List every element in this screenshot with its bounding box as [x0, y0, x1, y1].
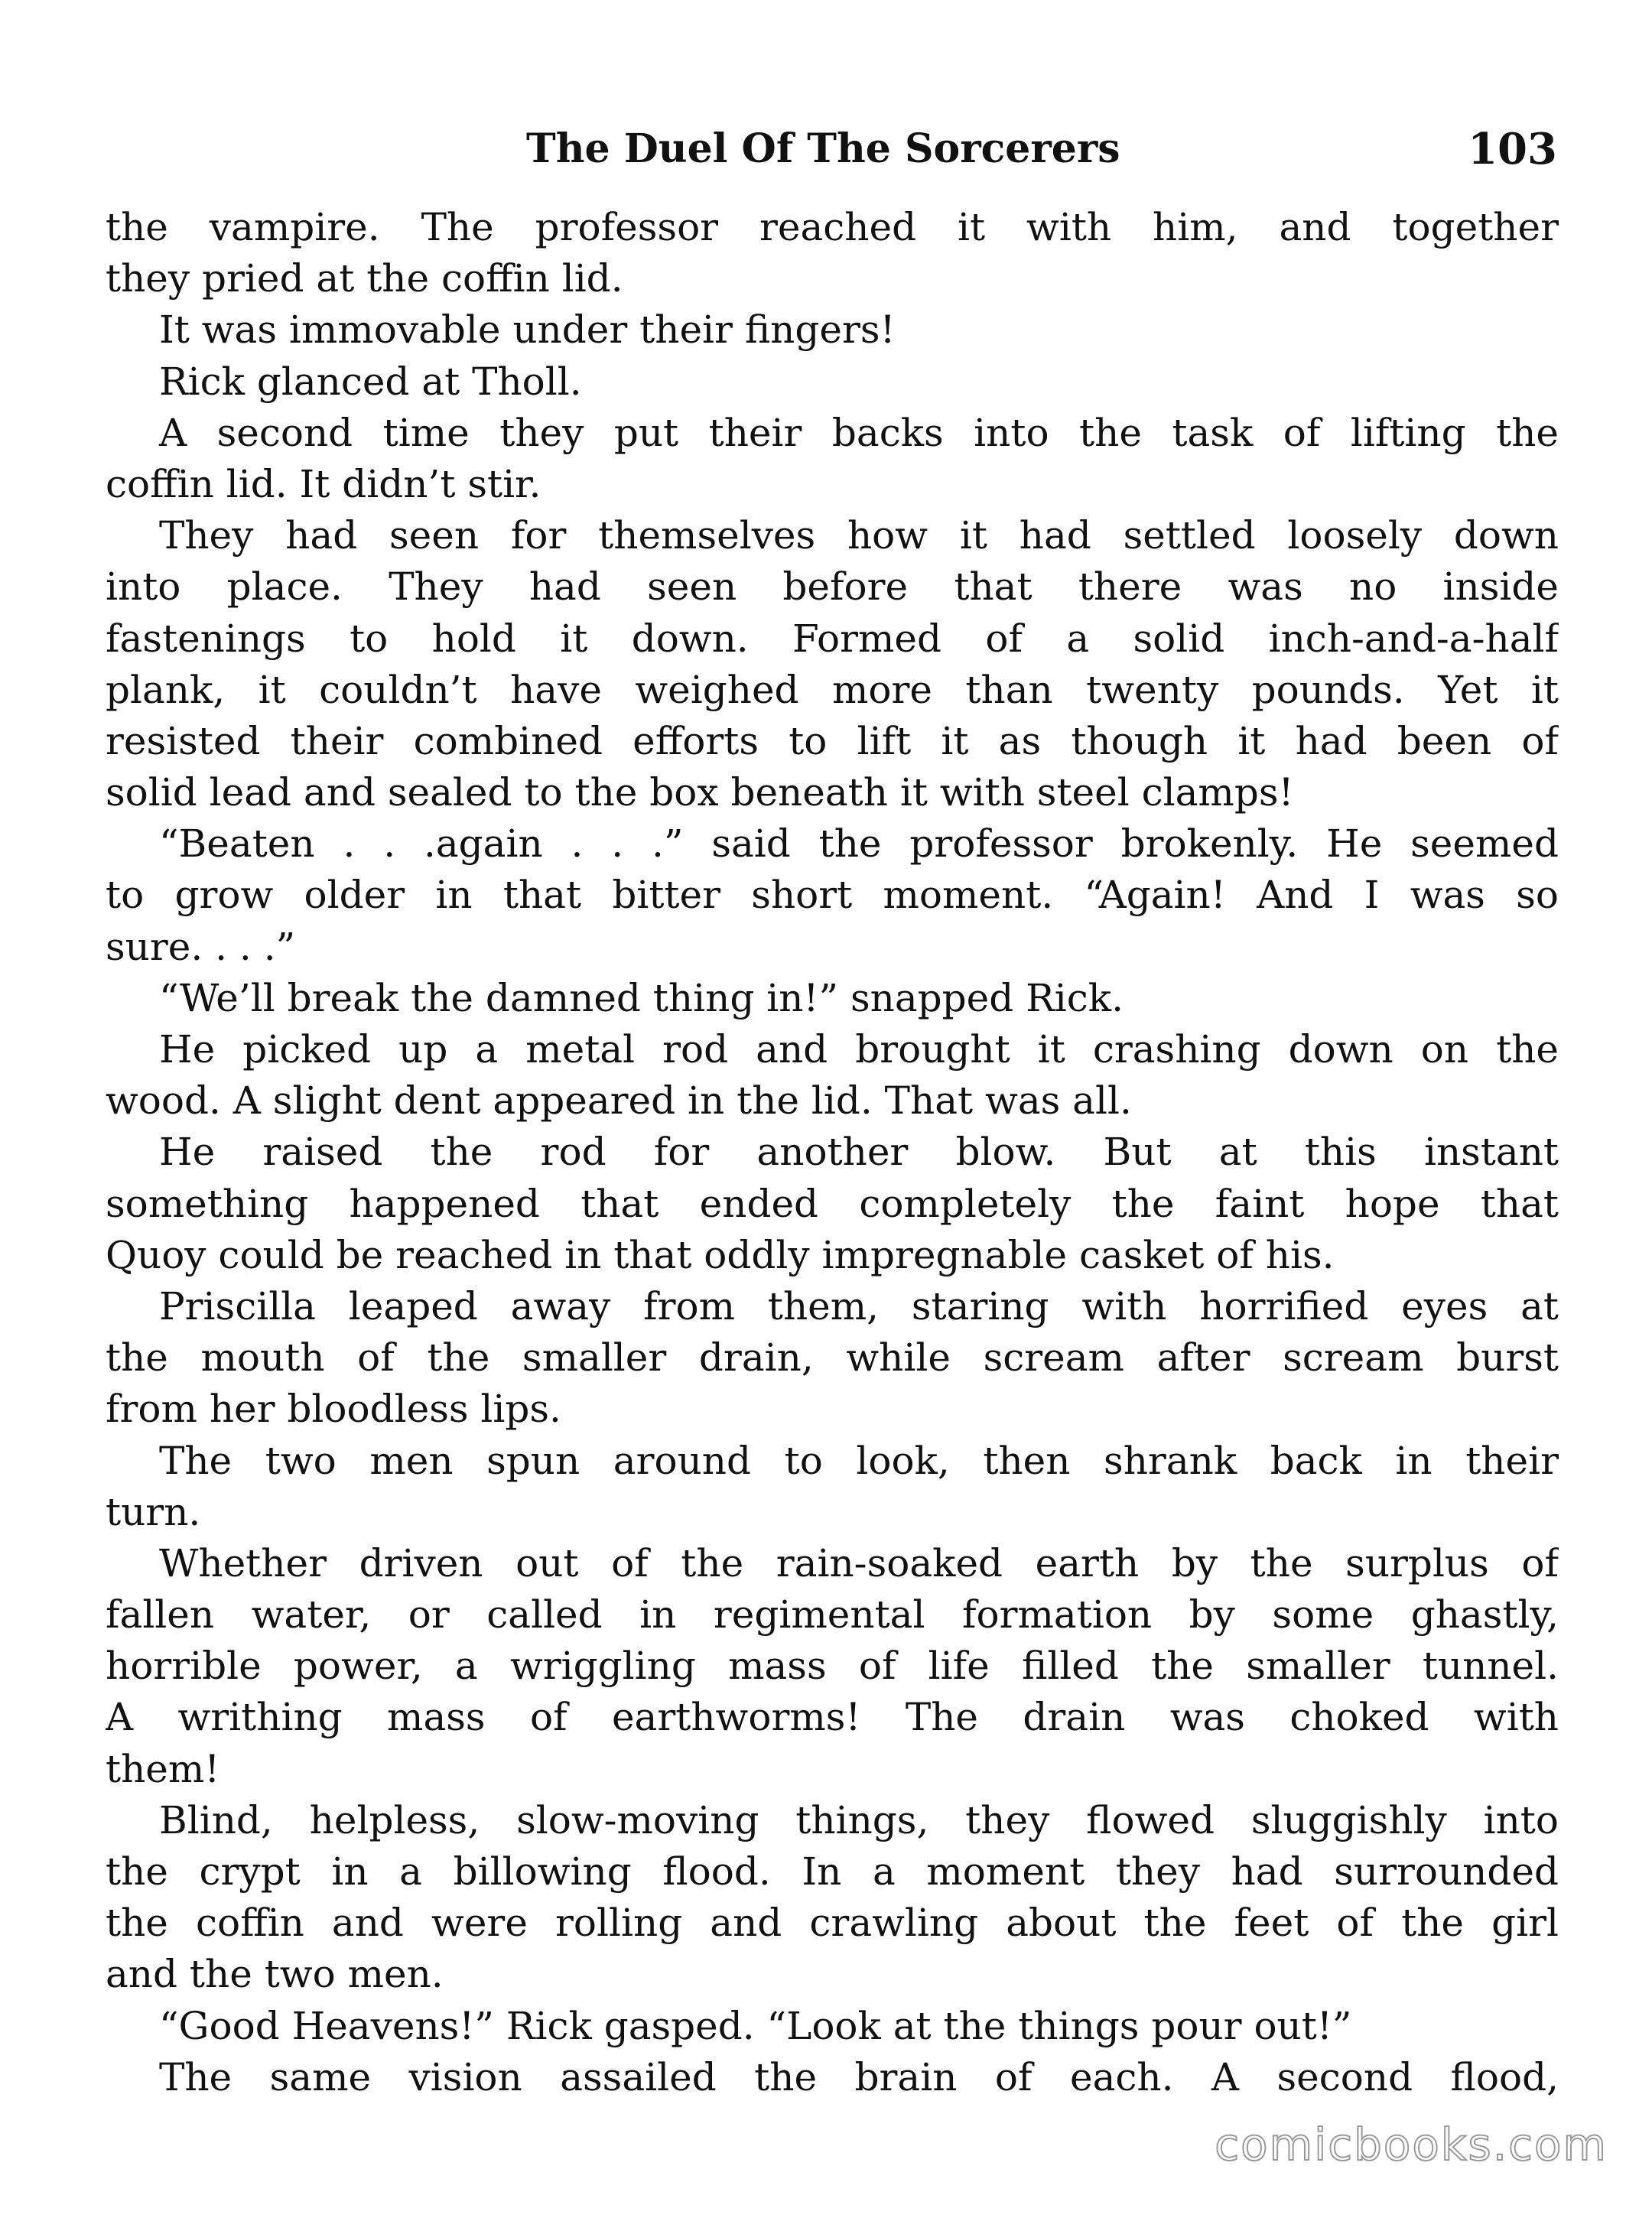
text-line: plank, it couldn’t have weighed more than twenty pounds. Yet it [106, 667, 1559, 712]
text-line: the vampire. The professor reached it with him, and together [106, 205, 1559, 249]
text-line: A second time they put their backs into the task of lifting the [159, 410, 1559, 455]
text-line: He picked up a metal rod and brought it crashing down on the [159, 1027, 1559, 1072]
text-line: “Beaten . . .again . . .” said the professor brokenly. He seemed [159, 821, 1559, 867]
text-line: resisted their combined efforts to lift it as though it had been of [106, 718, 1559, 763]
text-line: and the two men. [106, 1952, 444, 1997]
text-line: It was immovable under their fingers! [159, 307, 896, 353]
text-line: Blind, helpless, slow-moving things, they flowed sluggishly into [159, 1797, 1559, 1842]
text-line: solid lead and sealed to the box beneath it with steel clamps! [106, 770, 1294, 815]
text-line: them! [106, 1746, 220, 1791]
running-header [0, 122, 1652, 176]
text-line: they pried at the coffin lid. [106, 256, 623, 301]
text-line: The two men spun around to look, then shrank back in their [159, 1438, 1559, 1483]
text-line: fastenings to hold it down. Formed of a solid inch-and-a-half [106, 616, 1559, 661]
watermark: comicbooks.com [1215, 2119, 1608, 2171]
page-number: 103 [1468, 124, 1557, 174]
text-line: coffin lid. It didn’t stir. [106, 461, 541, 506]
text-line: “We’ll break the damned thing in!” snapped Rick. [159, 975, 1124, 1020]
text-line: the crypt in a billowing flood. In a moment they had surrounded [106, 1849, 1559, 1894]
text-line: from her bloodless lips. [106, 1387, 561, 1432]
text-line: Rick glanced at Tholl. [159, 359, 582, 404]
text-line: He raised the rod for another blow. But at this instant [159, 1130, 1559, 1175]
text-line: something happened that ended completely the faint hope that [106, 1181, 1559, 1226]
chapter-title: The Duel Of The Sorcerers [526, 125, 1120, 172]
text-line: The same vision assailed the brain of each. A second flood, [159, 2054, 1559, 2099]
text-line: into place. They had seen before that there was no inside [106, 564, 1559, 610]
text-line: “Good Heavens!” Rick gasped. “Look at the things pour out!” [159, 2003, 1352, 2048]
text-line: fallen water, or called in regimental formation by some ghastly, [106, 1592, 1559, 1637]
text-line: Quoy could be reached in that oddly impregnable casket of his. [106, 1232, 1335, 1277]
body-text [106, 202, 1559, 2103]
text-line: wood. A slight dent appeared in the lid. That was all. [106, 1078, 1132, 1124]
text-line: to grow older in that bitter short moment. “Again! And I was so [106, 873, 1559, 918]
text-line: the coffin and were rolling and crawling about the feet of the girl [106, 1901, 1559, 1946]
text-line: turn. [106, 1489, 201, 1534]
text-line: Whether driven out of the rain-soaked earth by the surplus of [159, 1540, 1559, 1585]
text-line: the mouth of the smaller drain, while scream after scream burst [106, 1335, 1559, 1381]
text-line: A writhing mass of earthworms! The drain was choked with [106, 1695, 1559, 1740]
text-line: They had seen for themselves how it had settled loosely down [159, 513, 1559, 558]
text-line: Priscilla leaped away from them, staring with horrified eyes at [159, 1283, 1559, 1329]
text-line: sure. . . .” [106, 924, 296, 969]
text-line: horrible power, a wriggling mass of life filled the smaller tunnel. [106, 1644, 1559, 1689]
